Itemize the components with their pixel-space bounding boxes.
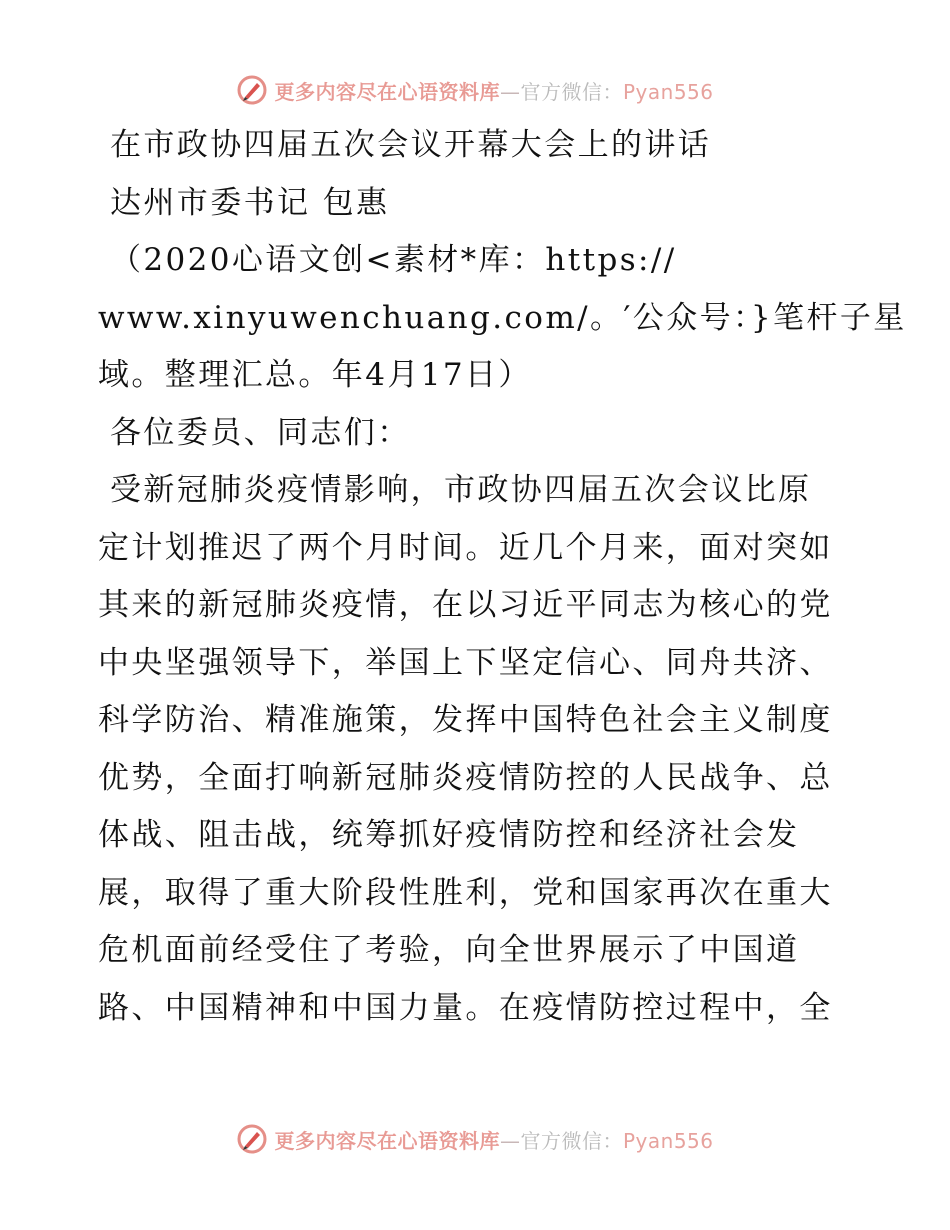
watermark-text <box>274 1125 713 1154</box>
footer-watermark <box>0 1121 950 1157</box>
source-line: （2020心语文创<素材*库：https:// <box>110 242 677 278</box>
watermark-wechat-label: 官方微信： <box>520 79 623 104</box>
pen-logo-icon <box>236 74 268 106</box>
source-line: www.xinyuwenchuang.com/。′公众号：}笔杆子星 <box>98 299 907 336</box>
body-line: 受新冠肺炎疫情影响，市政协四届五次会议比原 <box>110 472 812 508</box>
body-line: 展，取得了重大阶段性胜利，党和国家再次在重大 <box>98 874 833 911</box>
watermark-main: 更多内容尽在心语资料库 <box>274 79 500 104</box>
document-author: 达州市委书记 包惠 <box>110 184 390 221</box>
watermark-text <box>274 76 713 105</box>
header-watermark <box>0 72 950 108</box>
watermark-separator: — <box>499 79 521 104</box>
watermark-wechat-label: 官方微信： <box>520 1128 623 1153</box>
body-line: 定计划推迟了两个月时间。近几个月来，面对突如 <box>98 529 833 566</box>
watermark-separator: — <box>499 1128 521 1153</box>
document-title: 在市政协四届五次会议开幕大会上的讲话 <box>110 127 712 163</box>
body-line: 科学防治、精准施策，发挥中国特色社会主义制度 <box>98 702 833 738</box>
body-line: 危机面前经受住了考验，向全世界展示了中国道 <box>98 932 800 968</box>
watermark-main: 更多内容尽在心语资料库 <box>274 1128 500 1153</box>
salutation: 各位委员、同志们： <box>110 414 411 451</box>
watermark-wechat-id: Pyan556 <box>622 1128 714 1153</box>
pen-logo-icon <box>236 1123 268 1155</box>
source-line: 域。整理汇总。年4月17日） <box>98 357 532 393</box>
body-line: 中央坚强领导下，举国上下坚定信心、同舟共济、 <box>98 644 833 681</box>
document-body <box>98 117 907 1037</box>
body-line: 体战、阻击战，统筹抓好疫情防控和经济社会发 <box>98 817 800 853</box>
body-line: 路、中国精神和中国力量。在疫情防控过程中，全 <box>98 989 833 1026</box>
body-line: 优势，全面打响新冠肺炎疫情防控的人民战争、总 <box>98 759 833 796</box>
body-line: 其来的新冠肺炎疫情，在以习近平同志为核心的党 <box>98 587 833 623</box>
watermark-wechat-id: Pyan556 <box>622 79 714 104</box>
